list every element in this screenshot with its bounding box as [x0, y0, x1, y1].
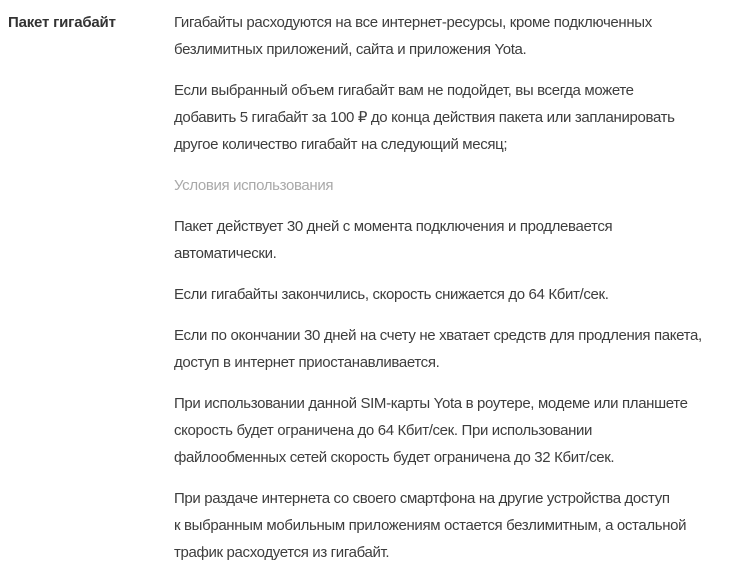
text-line: Если выбранный объем гигабайт вам не подойдет, вы всегда можете — [174, 82, 634, 99]
text-line: доступ в интернет приостанавливается. — [174, 354, 440, 371]
text-line: трафик расходуется из гигабайт. — [174, 544, 390, 561]
text-line: Условия использования — [174, 177, 334, 194]
terms-paragraph — [174, 9, 744, 63]
terms-paragraph — [174, 390, 744, 471]
terms-text-column — [174, 9, 744, 583]
text-line: Пакет действует 30 дней с момента подключения и продлевается — [174, 218, 613, 235]
terms-subheading — [174, 172, 744, 199]
text-line: к выбранным мобильным приложениям остается безлимитным, а остальной — [174, 517, 687, 534]
terms-paragraph — [174, 281, 744, 308]
terms-paragraph — [174, 77, 744, 158]
text-line: Гигабайты расходуются на все интернет-ресурсы, кроме подключенных — [174, 14, 652, 31]
terms-paragraph — [174, 213, 744, 267]
text-line: файлообменных сетей скорость будет ограничена до 32 Кбит/сек. — [174, 449, 615, 466]
text-line: безлимитных приложений, сайта и приложения Yota. — [174, 41, 527, 58]
terms-paragraph — [174, 322, 744, 376]
terms-paragraph — [174, 485, 744, 566]
package-title: Пакет гигабайт — [8, 14, 116, 31]
text-line: скорость будет ограничена до 64 Кбит/сек. При использовании — [174, 422, 593, 439]
text-line: другое количество гигабайт на следующий месяц; — [174, 136, 508, 153]
terms-title-column — [0, 9, 174, 583]
text-line: автоматически. — [174, 245, 277, 262]
text-line: Если по окончании 30 дней на счету не хватает средств для продления пакета, — [174, 327, 702, 344]
text-line: Если гигабайты закончились, скорость снижается до 64 Кбит/сек. — [174, 286, 609, 303]
text-line: добавить 5 гигабайт за 100 ₽ до конца действия пакета или запланировать — [174, 109, 675, 126]
text-line: При использовании данной SIM-карты Yota в роутере, модеме или планшете — [174, 395, 688, 412]
text-line: При раздаче интернета со своего смартфона на другие устройства доступ — [174, 490, 670, 507]
